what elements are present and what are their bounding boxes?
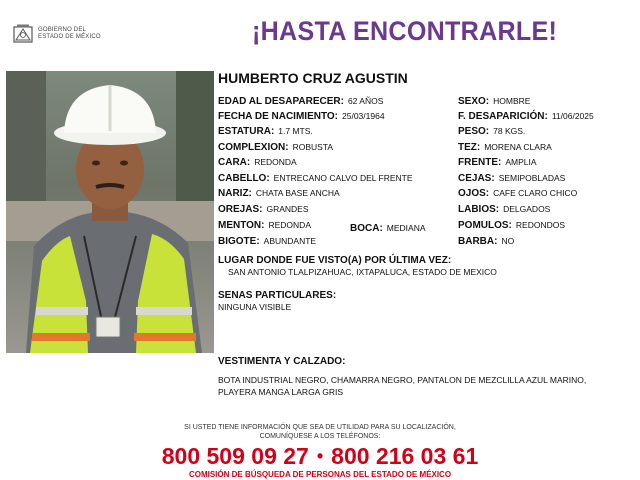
field-eyes: OJOS: CAFE CLARO CHICO — [458, 188, 578, 199]
last-seen-label: LUGAR DONDE FUE VISTO(A) POR ÚLTIMA VEZ: — [218, 255, 452, 266]
field-lips: LABIOS: DELGADOS — [458, 204, 551, 215]
marks-label: SENAS PARTICULARES: — [218, 290, 337, 301]
field-weight: PESO: 78 KGS. — [458, 126, 526, 137]
field-ears: OREJAS: GRANDES — [218, 204, 309, 215]
field-sex: SEXO: HOMBRE — [458, 96, 531, 107]
missing-person-photo — [6, 71, 214, 353]
clothing-label: VESTIMENTA Y CALZADO: — [218, 356, 346, 367]
clothing-value: BOTA INDUSTRIAL NEGRO, CHAMARRA NEGRO, PANTALON DE MEZCLILLA AZUL MARINO, PLAYERA MANGA LARGA GRIS — [218, 375, 587, 397]
field-mouth: BOCA: MEDIANA — [350, 223, 426, 234]
contact-note-line1: SI USTED TIENE INFORMACIÓN QUE SEA DE UTILIDAD PARA SU LOCALIZACIÓN, — [184, 424, 456, 431]
field-cheekbones: POMULOS: REDONDOS — [458, 220, 566, 231]
field-height: ESTATURA: 1.7 MTS. — [218, 126, 313, 137]
field-beard: BARBA: NO — [458, 236, 515, 247]
field-chin: MENTON: REDONDA — [218, 220, 311, 231]
phone-number-2: 800 216 03 61 — [331, 443, 479, 469]
field-mustache: BIGOTE: ABUNDANTE — [218, 236, 317, 247]
marks-value: NINGUNA VISIBLE — [218, 302, 292, 312]
field-complexion: TEZ: MORENA CLARA — [458, 142, 552, 153]
commission-name: COMISIÓN DE BÚSQUEDA DE PERSONAS DEL ESTADO DE MÉXICO — [188, 470, 452, 479]
field-build: COMPLEXION: ROBUSTA — [218, 142, 334, 153]
field-nose: NARIZ: CHATA BASE ANCHA — [218, 188, 340, 199]
coat-of-arms-icon — [12, 23, 34, 45]
government-logo — [12, 23, 112, 45]
field-age: EDAD AL DESAPARECER: 62 AÑOS — [218, 96, 384, 107]
government-name: GOBIERNO DEL ESTADO DE MÉXICO — [38, 27, 101, 40]
phone-separator: • — [316, 446, 324, 466]
field-forehead: FRENTE: AMPLIA — [458, 157, 537, 168]
contact-note-line2: COMUNÍQUESE A LOS TELÉFONOS: — [259, 433, 381, 440]
phone-number-1: 800 509 09 27 — [161, 443, 309, 469]
person-name: HUMBERTO CRUZ AGUSTIN — [218, 70, 408, 86]
field-hair: CABELLO: ENTRECANO CALVO DEL FRENTE — [218, 173, 413, 184]
field-face: CARA: REDONDA — [218, 157, 297, 168]
field-birth-date: FECHA DE NACIMIENTO: 25/03/1964 — [218, 111, 385, 122]
last-seen-value: SAN ANTONIO TLALPIZAHUAC, IXTAPALUCA, ESTADO DE MEXICO — [228, 267, 497, 277]
field-disappearance-date: F. DESAPARICIÓN: 11/06/2025 — [458, 111, 594, 122]
page-title: ¡HASTA ENCONTRARLE! — [252, 16, 558, 46]
field-eyebrows: CEJAS: SEMIPOBLADAS — [458, 173, 566, 184]
phone-numbers — [0, 443, 640, 470]
